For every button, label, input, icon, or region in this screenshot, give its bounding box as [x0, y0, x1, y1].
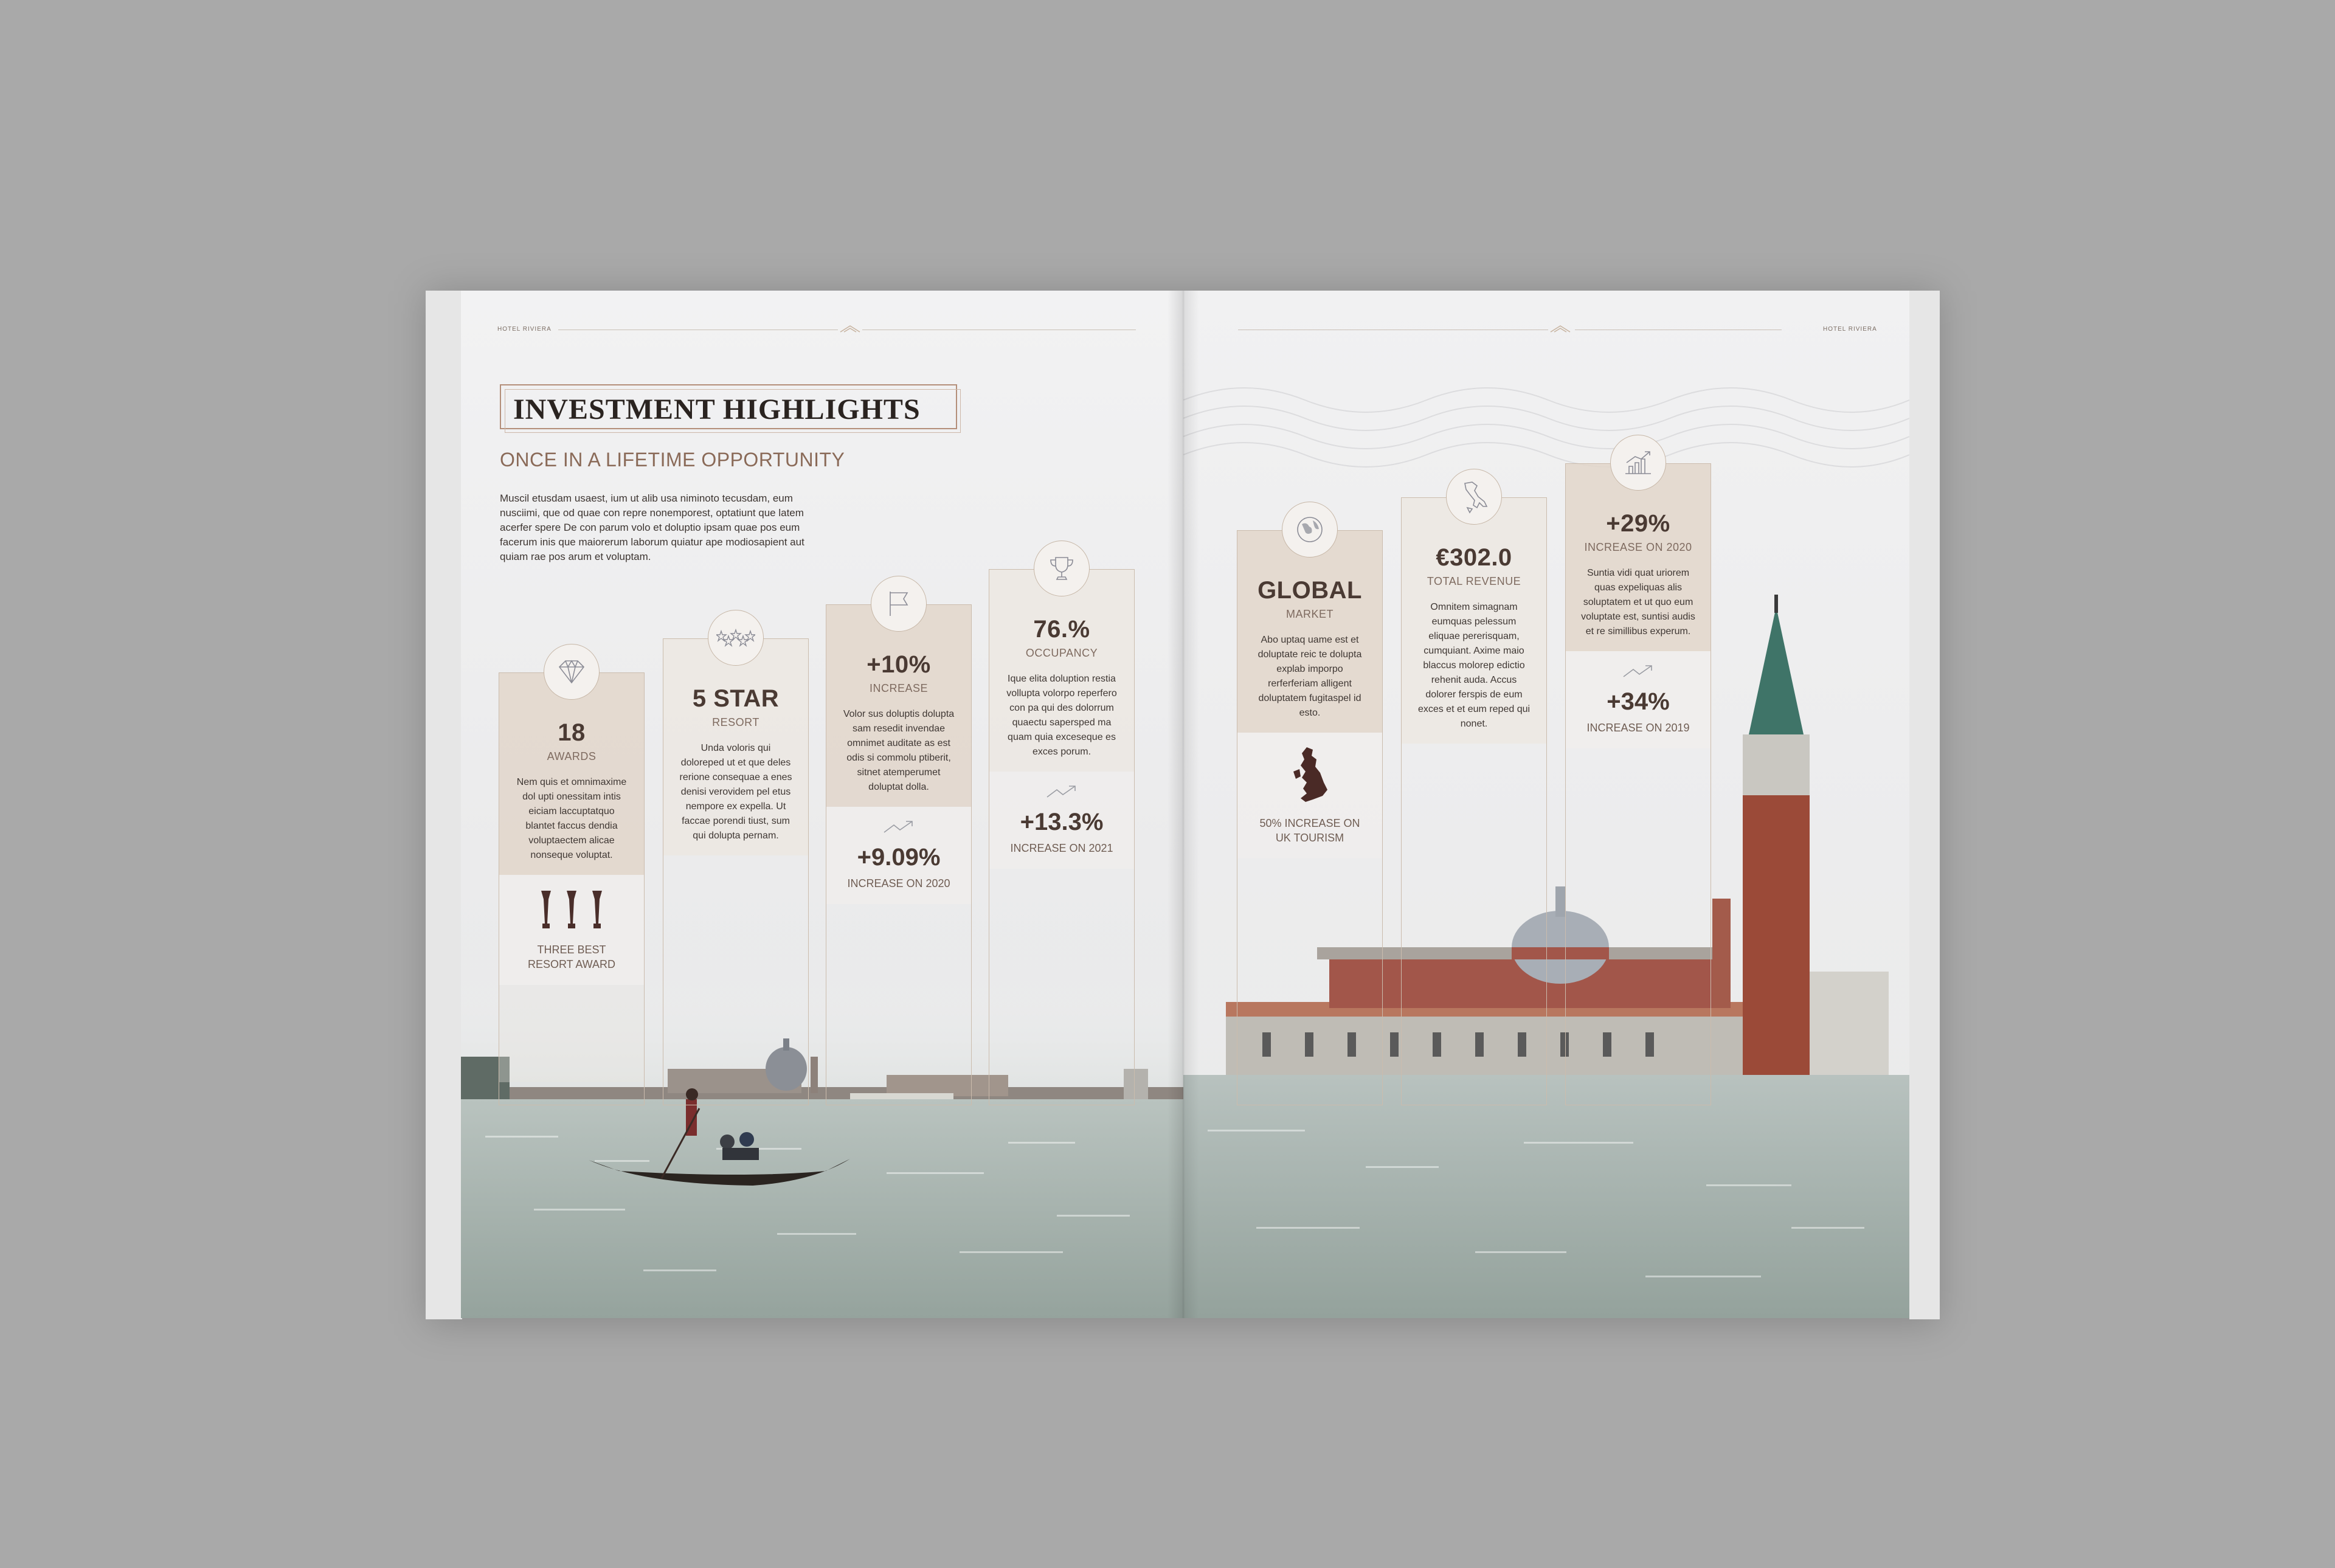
bottom-label: 50% INCREASE ON UK TOURISM — [1259, 817, 1360, 844]
stat-value: +10% — [867, 651, 931, 678]
bottom-stat: +34% — [1607, 688, 1670, 715]
stat-value: 5 STAR — [692, 685, 780, 712]
stat-label: RESORT — [712, 716, 759, 728]
stat-label: MARKET — [1285, 608, 1334, 620]
trend-up-icon — [883, 819, 915, 835]
trend-up-icon — [1622, 663, 1654, 679]
stat-value: 76.% — [1033, 616, 1090, 643]
right-page — [1183, 291, 1909, 1318]
stat-value: GLOBAL — [1257, 577, 1362, 604]
stat-card-increase — [826, 604, 972, 1105]
left-page-edges — [426, 291, 462, 1319]
stat-card-5-star — [663, 638, 809, 1105]
uk-map-icon — [1289, 745, 1331, 806]
stat-card-global-market — [1237, 530, 1383, 1105]
page-subtitle: ONCE IN A LIFETIME OPPORTUNITY — [500, 449, 845, 471]
five-stars-icon — [708, 610, 764, 666]
wave-pattern — [1183, 364, 1909, 497]
bottom-stat: +9.09% — [857, 844, 941, 871]
bottom-label: INCREASE ON 2019 — [1586, 722, 1690, 734]
header-label: HOTEL RIVIERA — [1823, 326, 1877, 333]
stat-card-occupancy — [989, 569, 1135, 1105]
trophy-figures-icon — [535, 887, 608, 932]
bar-chart-icon — [1610, 435, 1666, 491]
stat-value: +29% — [1606, 510, 1670, 537]
stat-label: INCREASE ON 2020 — [1584, 541, 1692, 553]
stat-card-awards — [499, 672, 645, 1105]
right-page-edges — [1909, 291, 1940, 1319]
stat-description: Unda voloris qui doloreped ut et que deles rerione consequae a enes denisi verovidem pel etus nempore ex expella. Ut faccae porendi tiust, sum qui dolupta pernam. — [679, 743, 792, 841]
globe-icon — [1282, 502, 1338, 558]
trophy-icon — [1034, 541, 1090, 596]
stat-description: Ique elita doluption restia vollupta volorpo reperfero con pa qui des dolorrum quaectu sapersped ma quam quia excesequе es exces porum. — [1006, 674, 1117, 757]
italy-map-icon — [1446, 469, 1502, 525]
title-frame — [500, 384, 957, 429]
bottom-stat: +13.3% — [1020, 809, 1104, 835]
stat-description: Abo uptaq uame est et doluptate reic te dolupta explab imporpo rerferferiam alligent doluptatem fugitaspel id esto. — [1257, 635, 1362, 718]
stat-description: Suntia vidi quat uriorem quas expeliquas alis soluptatem et ut quo eum voluptate est, suntisi audis et re simillibus experum. — [1581, 568, 1695, 637]
header-label: HOTEL RIVIERA — [497, 326, 552, 333]
stat-description: Omnitem simagnam eumquas pelessum eliquae pererisquam, cumquiant. Axime maio blaccus molorep edictio rehenit auda. Accus dolorer ferspis de eum exces et et eum reped qui nonet. — [1417, 602, 1531, 729]
bottom-label: INCREASE ON 2020 — [847, 877, 950, 889]
flag-icon — [871, 576, 927, 632]
stat-description: Volor sus doluptis dolupta sam resedit invendae omnimet auditate as est odis si commolu ptiberit, sitnet atemperumet doluptat dolla. — [843, 709, 955, 792]
stat-description: Nem quis et omnimaxime dol upti onessitam intis eiciam laccuptatquo blantet faccus dendia voluptaectem alicae nonseque voluptat. — [516, 777, 627, 860]
ornament-icon — [838, 322, 862, 337]
stat-label: OCCUPANCY — [1025, 647, 1098, 659]
stat-card-total-revenue — [1401, 497, 1547, 1105]
bottom-label: THREE BEST RESORT AWARD — [527, 944, 616, 970]
bottom-label: INCREASE ON 2021 — [1010, 842, 1113, 854]
stat-card-increase-2020 — [1565, 463, 1711, 1105]
stat-value: 18 — [558, 719, 586, 746]
page-title: INVESTMENT HIGHLIGHTS — [513, 393, 921, 426]
stat-label: INCREASE — [869, 682, 929, 694]
stat-label: AWARDS — [547, 750, 597, 762]
left-page — [461, 291, 1183, 1318]
stat-value: €302.0 — [1436, 544, 1512, 571]
ornament-icon — [1548, 322, 1572, 337]
diamond-icon — [544, 644, 600, 700]
trend-up-icon — [1046, 784, 1078, 800]
intro-paragraph: Muscil etusdam usaest, ium ut alib usa niminoto tecusdam, eum nusciimi, que od quae con repre nonemporest, optatiunt que latem acerfer spere De con parum volo et doluptio ipsam quae pos eum facerum inis que maiorerum laborum quiatur ape modiosapient aut quiam rae pos arum et voluptam. — [500, 492, 804, 562]
stat-label: TOTAL REVENUE — [1427, 575, 1521, 587]
